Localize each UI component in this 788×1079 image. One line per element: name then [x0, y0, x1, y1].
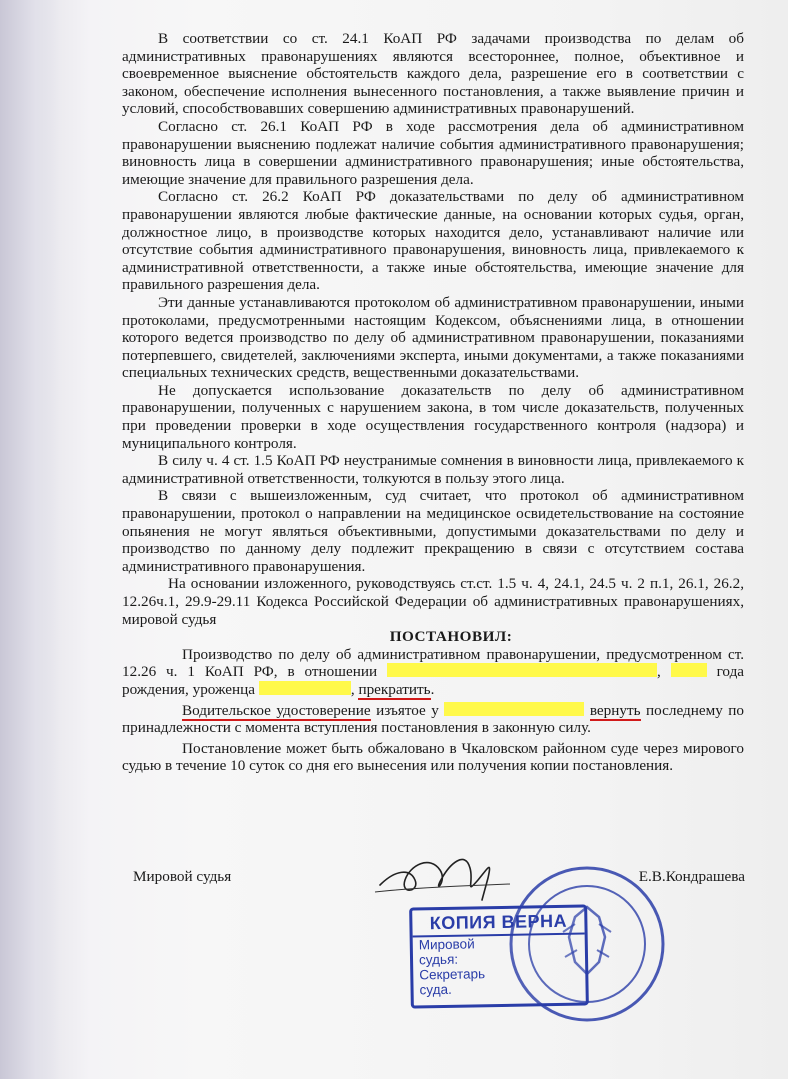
stop-word: прекратить — [358, 680, 431, 698]
redacted-birthdate — [671, 663, 707, 677]
ruling-paragraph-1 — [122, 646, 744, 699]
paragraph-1: В соответствии со ст. 24.1 КоАП РФ задачами производства по делам об административных правонарушениях являются всестороннее, полное, объективное и своевременное выяснение обстоятельств каждого дела, разрешение его в соответствии с законом, обеспечение исполнения вынесенного постановления, а также выявление причин и условий, способствовавших совершению административных правонарушений. — [122, 30, 744, 118]
redacted-name — [387, 663, 657, 677]
birth-text: года рождения, уроженца — [122, 663, 745, 698]
redacted-person — [444, 702, 584, 716]
handwritten-signature — [370, 840, 520, 910]
stamp-title: КОПИЯ ВЕРНА — [412, 908, 584, 938]
appeal-paragraph: Постановление может быть обжаловано в Чкаловском районном суде через мирового судью в течение 10 суток со дня его вынесения или получения копии постановления. — [122, 739, 744, 775]
ruling-p2-end: последнему по принадлежности с момента вступления постановления в законную силу. — [122, 701, 744, 737]
comma-2: , — [350, 680, 355, 698]
paragraph-5: Не допускается использование доказательств по делу об административном правонарушении, полученных с нарушением закона, в том числе доказательств, полученных при проведении проверки в ходе осуществления государственного контроля (надзора) и муниципального контроля. — [122, 381, 744, 452]
paragraph-7: В связи с вышеизложенным, суд считает, что протокол об административном правонарушении, протокол о направлении на медицинское освидетельствование на состояние опьянения не могут являться объективными, допустимыми доказательствами по делу и производство по данному делу подлежит прекращению в связи с отсутствием состава административного правонарушения. — [122, 487, 744, 575]
judge-name: Е.В.Кондрашева — [638, 868, 745, 885]
stamp-line: Секретарь — [419, 966, 486, 983]
paragraph-8: На основании изложенного, руководствуясь ст.ст. 1.5 ч. 4, 24.1, 24.5 ч. 2 п.1, 26.1, 26.2, 12.26ч.1, 29.9-29.11 Кодекса Российской Федерации об административных правонарушениях, мировой судья — [122, 575, 744, 628]
judge-title: Мировой судья — [133, 868, 232, 885]
comma: , — [656, 663, 661, 681]
return-word: вернуть — [589, 701, 641, 719]
seized-from: изъятое у — [376, 701, 439, 719]
scan-shadow — [0, 0, 60, 1079]
paragraph-2: Согласно ст. 26.1 КоАП РФ в ходе рассмотрения дела об административном правонарушении выяснению подлежат наличие события административного правонарушения; виновность лица в совершении административного правонарушения; иные обстоятельства, имеющие значение для правильного разрешения дела. — [122, 117, 744, 188]
stamp-line: суда. — [419, 981, 452, 998]
stamp-line: судья: — [418, 951, 459, 968]
copy-verified-stamp — [409, 904, 589, 1008]
ruling-text-start: Производство по делу об административном правонарушении, предусмотренном ст. 12.26 ч. 1 КоАП РФ, в отношении — [122, 645, 744, 681]
stamp-line: Мировой — [418, 936, 475, 953]
period: . — [430, 680, 435, 698]
redacted-birthplace — [259, 681, 351, 695]
paragraph-4: Эти данные устанавливаются протоколом об административном правонарушении, иными протоколами, предусмотренными настоящим Кодексом, объяснениями лица, в отношении которого ведется производство по делу об административном правонарушении, показаниями потерпевшего, свидетелей, заключениями эксперта, иными документами, а также показаниями специальных технических средств, вещественными доказательствами. — [122, 293, 744, 382]
ruling-heading: ПОСТАНОВИЛ: — [389, 628, 513, 646]
paragraph-3: Согласно ст. 26.2 КоАП РФ доказательствами по делу об административном правонарушении являются любые фактические данные, на основании которых судья, орган, должностное лицо, в производстве которых находится дело, устанавливают наличие или отсутствие события административного правонарушения, виновность лица, привлекаемого к административной ответственности, а также иные обстоятельства, имеющие значение для правильного разрешения дела. — [122, 188, 744, 294]
document-body — [122, 30, 744, 775]
license-phrase: Водительское удостоверение — [182, 701, 371, 719]
paragraph-6: В силу ч. 4 ст. 1.5 КоАП РФ неустранимые сомнения в виновности лица, привлекаемого к административной ответственности, толкуются в пользу этого лица. — [122, 452, 744, 487]
ruling-paragraph-2 — [122, 702, 744, 737]
